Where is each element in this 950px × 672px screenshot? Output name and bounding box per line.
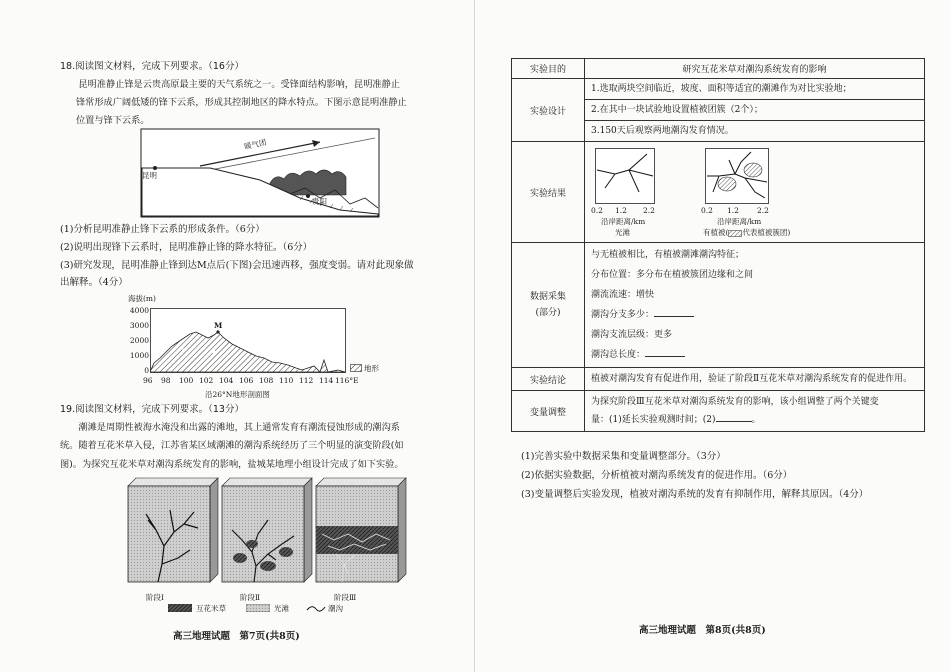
purpose-text: 研究互花米草对潮沟系统发育的影响 — [585, 59, 925, 79]
stage-2-block — [222, 478, 312, 582]
stage-1-block — [128, 478, 218, 582]
adjust-line-1: 为探究阶段Ⅲ互花米草对潮沟系统发育的影响，该小组调整了两个关键变 — [591, 397, 879, 407]
data-label-main: 数据采集 — [529, 292, 566, 302]
xtick-110: 110 — [279, 376, 294, 385]
creek-length-blank[interactable] — [645, 346, 685, 357]
result-label: 实验结果 — [512, 142, 585, 243]
ytick-4000: 4000 — [129, 306, 149, 315]
design-label: 实验设计 — [512, 79, 585, 142]
xtick-104: 104 — [219, 376, 234, 385]
adjust-line-2: 量：(1)延长实验观测时间；(2) 。 — [591, 411, 918, 429]
ytick-2000: 2000 — [129, 336, 149, 345]
conclusion-label: 实验结论 — [512, 368, 585, 391]
q19-paragraph-line-2: 统。随着互花米草入侵，江苏省某区域潮滩的潮沟系统经历了三个明显的演变阶段(如 — [60, 440, 404, 451]
stage-1-label: 阶段Ⅰ — [146, 593, 164, 602]
terrain-legend-label: 地形 — [364, 364, 379, 373]
purpose-label: 实验目的 — [512, 59, 585, 79]
data-row-4 — [591, 305, 918, 325]
design-step-3: 3.150天后观察两地潮沟发育情况。 — [591, 126, 734, 136]
tidal-creek-stages-figure — [118, 474, 418, 590]
stage-3-label: 阶段Ⅲ — [334, 593, 357, 602]
experiment-table — [511, 58, 925, 432]
result-right-caption — [703, 227, 790, 238]
question-19-heading: 19.阅读图文材料，完成下列要求。（13分） — [60, 404, 244, 415]
q18-sub-3-line-2: 出解释。（4分） — [60, 277, 128, 288]
legend-spartina-label: 互花米草 — [196, 604, 226, 613]
result-right-tick-1-2: 1.2 — [727, 206, 739, 215]
design-step-2: 2.在其中一块试验地设置植被团簇（2个）； — [585, 100, 924, 121]
result-left-tick-0-2: 0.2 — [591, 206, 603, 215]
q18-paragraph-line-1: 昆明准静止锋是云贵高原最主要的天气系统之一。受锋面结构影响，昆明准静止 — [78, 79, 400, 90]
data-label-sub: (部分) — [535, 308, 561, 318]
design-step-1: 1.选取两块空间临近，坡度、面积等适宜的潮滩作为对比实验地； — [585, 79, 924, 100]
adjust-line-2-text: 量：(1)延长实验观测时间；(2) — [591, 415, 716, 425]
vegetated-result-diagram — [705, 148, 769, 204]
bare-flat-result-diagram — [595, 148, 655, 204]
xtick-100: 100 — [179, 376, 194, 385]
legend-creek-label: 潮沟 — [328, 604, 343, 613]
terrain-profile-chart — [150, 308, 350, 374]
xtick-106: 106 — [239, 376, 254, 385]
adjust-blank[interactable] — [716, 411, 752, 422]
xtick-96: 96 — [143, 376, 153, 385]
data-row-5: 潮沟支流层级：更多 — [591, 330, 673, 340]
q19-paragraph-line-1: 潮滩是周期性被海水淹没和出露的滩地，其上通常发育有潮流侵蚀形成的潮沟系 — [78, 422, 400, 433]
profile-caption: 沿26°N地形剖面图 — [205, 390, 270, 399]
warm-air-mass-label: 暖气团 — [243, 137, 268, 152]
creek-length-label: 潮沟总长度： — [591, 350, 646, 360]
xtick-116e: 116°E — [335, 376, 359, 385]
creek-branch-blank[interactable] — [654, 306, 694, 317]
stage-2-label: 阶段Ⅱ — [240, 593, 261, 602]
data-label — [512, 243, 585, 368]
xtick-114: 114 — [319, 376, 334, 385]
result-left-axis-label: 沿岸距离/km — [601, 217, 646, 226]
legend-bare-flat-swatch — [246, 604, 270, 612]
data-row-6 — [591, 345, 918, 365]
ytick-0: 0 — [144, 366, 149, 375]
result-left-tick-1-2: 1.2 — [615, 206, 627, 215]
result-right-tick-0-2: 0.2 — [701, 206, 713, 215]
stage-3-block — [316, 478, 406, 582]
result-left-caption: 光滩 — [615, 228, 630, 237]
q18-sub-1: (1)分析昆明准静止锋下云系的形成条件。（6分） — [60, 224, 265, 235]
ytick-3000: 3000 — [129, 321, 149, 330]
question-18-heading: 18.阅读图文材料，完成下列要求。（16分） — [60, 61, 244, 72]
data-row-2: 分布位置：多分布在植被簇团边缘和之间 — [591, 270, 754, 280]
conclusion-text: 植被对潮沟发育有促进作用，验证了阶段Ⅱ互花米草对潮沟系统发育的促进作用。 — [585, 368, 925, 391]
result-right-tick-2-2: 2.2 — [757, 206, 769, 215]
result-cell — [585, 142, 925, 243]
xtick-108: 108 — [259, 376, 274, 385]
q18-paragraph-line-3: 位置与锋下云系。 — [76, 115, 150, 126]
data-row-1: 与无植被相比，有植被潮滩潮沟特征； — [591, 250, 745, 260]
result-right-caption-b: 代表植被簇团) — [742, 228, 791, 237]
cluster-legend-swatch — [728, 230, 742, 237]
result-right-caption-a: 有植被( — [703, 228, 729, 237]
result-left-tick-2-2: 2.2 — [643, 206, 655, 215]
legend-bare-flat-label: 光滩 — [274, 604, 289, 613]
q19-sub-3: (3)变量调整后实验发现，植被对潮沟系统的发育有抑制作用，解释其原因。（4分） — [521, 489, 869, 500]
q19-sub-1: (1)完善实验中数据采集和变量调整部分。（3分） — [521, 451, 726, 462]
result-right-axis-label: 沿岸距离/km — [717, 217, 762, 226]
left-page-footer: 高三地理试题 第7页(共8页) — [173, 631, 300, 642]
q18-sub-3-line-1: (3)研究发现，昆明准静止锋到达M点后(下图)会迅速西移，强度变弱。请对此现象做 — [60, 260, 414, 271]
ytick-1000: 1000 — [129, 351, 149, 360]
terrain-legend-swatch — [350, 364, 362, 372]
point-m-label: M — [214, 321, 223, 330]
q18-paragraph-line-2: 锋常形成广阔低矮的锋下云系，形成其控制地区的降水特点。下图示意昆明准静止 — [76, 97, 407, 108]
guiyang-label: 贵阳 — [312, 197, 327, 206]
xtick-112: 112 — [299, 376, 314, 385]
right-page — [475, 0, 950, 672]
legend-creek-swatch — [306, 603, 326, 613]
creek-branch-label: 潮沟分支多少： — [591, 310, 655, 320]
q19-sub-2: (2)依据实验数据，分析植被对潮沟系统发育的促进作用。（6分） — [521, 470, 793, 481]
kunming-label: 昆明 — [142, 171, 157, 180]
right-page-footer: 高三地理试题 第8页(共8页) — [639, 625, 766, 636]
data-row-3: 潮流流速：增快 — [591, 290, 655, 300]
profile-y-axis-label: 海拔(m) — [128, 294, 156, 303]
xtick-102: 102 — [199, 376, 214, 385]
adjust-label: 变量调整 — [512, 391, 585, 432]
q19-paragraph-line-3: 图)。为探究互花米草对潮沟系统发育的影响，盐城某地理小组设计完成了如下实验。 — [60, 459, 404, 470]
xtick-98: 98 — [161, 376, 171, 385]
legend-spartina-swatch — [168, 604, 192, 612]
q18-sub-2: (2)说明出现锋下云系时，昆明准静止锋的降水特征。（6分） — [60, 242, 313, 253]
